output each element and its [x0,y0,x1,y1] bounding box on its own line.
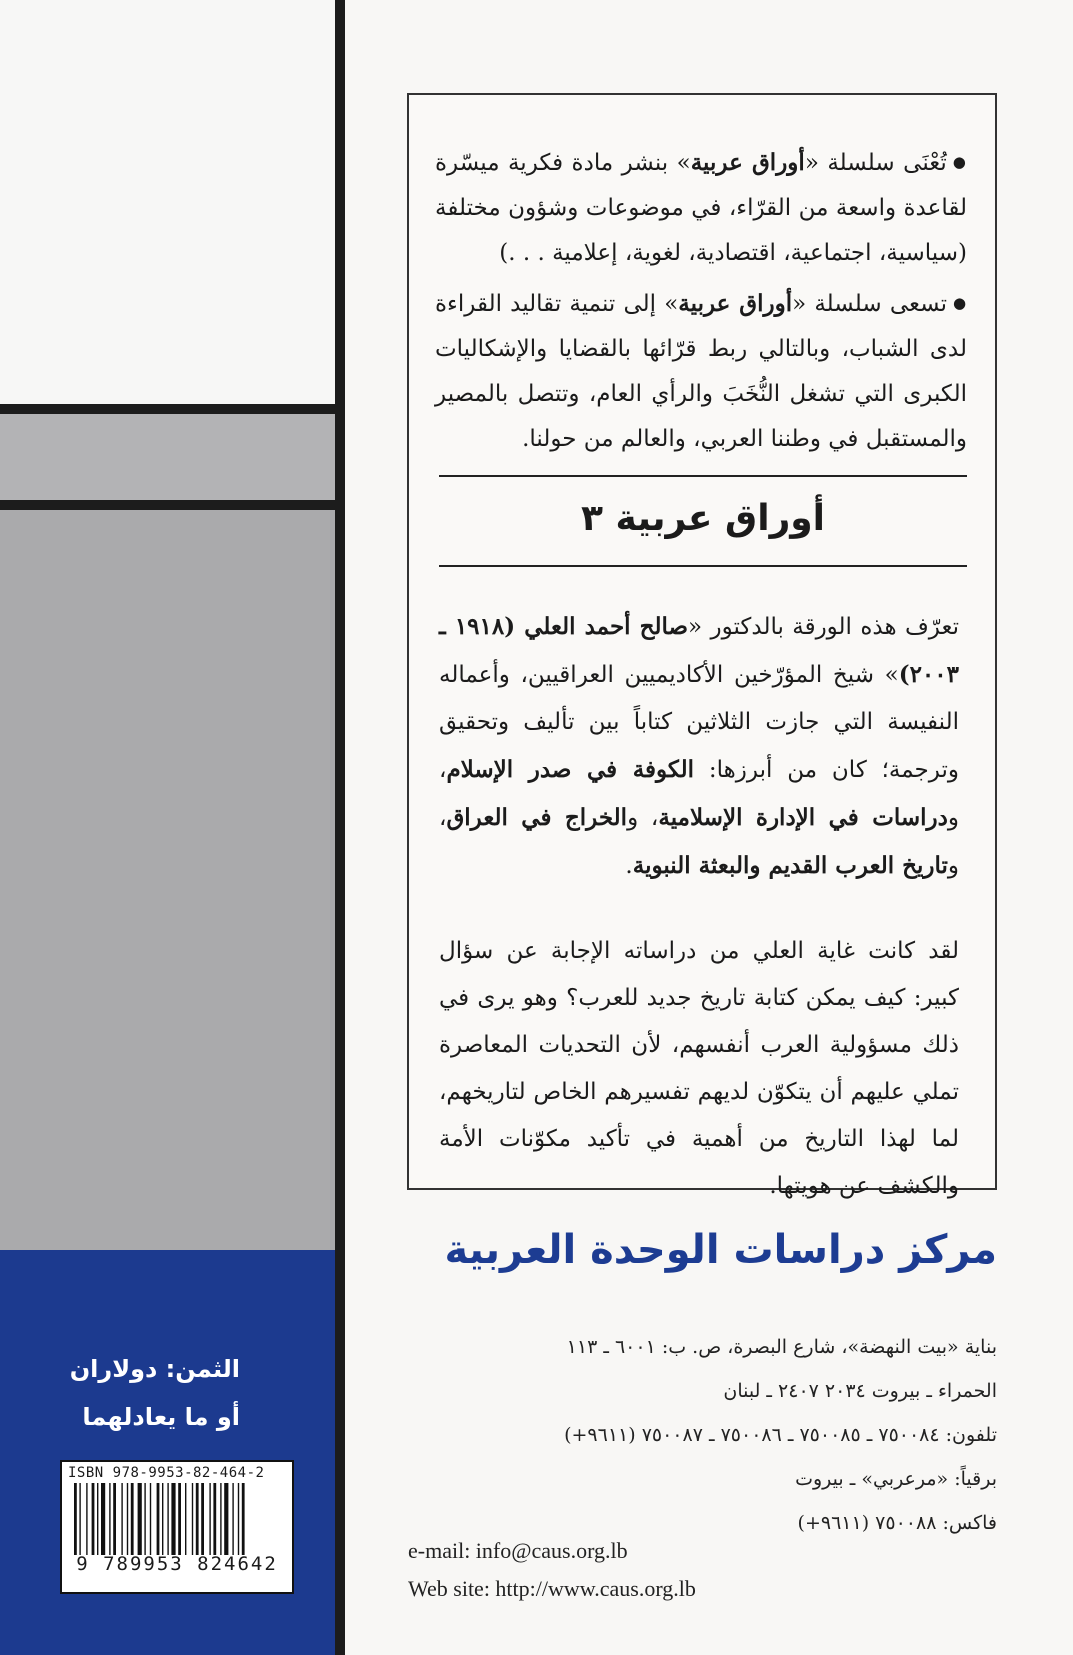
book-spine [0,0,345,1655]
isbn-barcode [60,1460,294,1594]
series-name-1: أوراق عربية [690,149,805,176]
price-equivalent: أو ما يعادلهما [82,1403,240,1431]
barcode-bar [213,1483,216,1555]
cable-line: برقياً: «مرعربي» ـ بيروت [795,1468,997,1490]
barcode-bar [162,1483,163,1555]
price-line: الثمن: دولاران [69,1355,240,1383]
spine-gray-band [0,414,335,500]
intro-paragraph-2: ● تسعى سلسلة «أوراق عربية» إلى تنمية تقاليد القراءة لدى الشباب، وبالتالي ربط قرّائها بالقضايا والإشكاليات الكبرى التي تشغل النُّخَبَ والرأي العام، وتتصل بالمصير والمستقبل في وطننا العربي، والعالم من حولنا. [435,281,967,462]
barcode-bar [238,1483,239,1555]
barcode-bar [192,1483,193,1555]
description-box [407,93,997,1199]
barcode-bar [79,1483,80,1555]
barcode-bar [242,1483,245,1555]
barcode-bar [138,1483,142,1555]
barcode-digits: 9 789953 824642 [76,1553,278,1575]
series-title-frame [439,475,967,567]
address-line-1: بناية «بيت النهضة»، شارع البصرة، ص. ب: ٦٠٠١ ـ ١١٣ [566,1336,997,1358]
barcode-bar [167,1483,168,1555]
barcode-bars [70,1483,284,1555]
series-title: أوراق عربية ٣ [580,498,826,539]
barcode-bar [201,1483,204,1555]
publisher-contact [408,1532,908,1608]
barcode-bar [109,1483,110,1555]
barcode-bar [74,1483,77,1555]
barcode-bar [150,1483,151,1555]
barcode-bar [101,1483,105,1555]
email-line: e-mail: info@caus.org.lb [408,1538,628,1563]
work-title-4: تاريخ العرب القديم والبعثة النبوية [632,852,948,879]
barcode-bar [144,1483,145,1555]
work-title-3: الخراج في العراق [446,804,628,831]
barcode-bar [121,1483,122,1555]
address-line-2: الحمراء ـ بيروت ٢٠٣٤ ٢٤٠٧ ـ لبنان [723,1380,997,1402]
spine-blue-panel [0,1250,335,1655]
website-line: Web site: http://www.caus.org.lb [408,1576,696,1601]
publisher-address [407,1325,997,1545]
spine-edge-bar [335,0,345,1655]
series-name-2: أوراق عربية [678,290,793,317]
spine-divider-top [0,404,345,414]
barcode-bar [178,1483,181,1555]
summary-paragraph: لقد كانت غاية العلي من دراساته الإجابة عن سؤال كبير: كيف يمكن كتابة تاريخ جديد للعرب؟ وهو يرى في ذلك مسؤولية العرب أنفسهم، لأن التحديات المعاصرة تملي عليهم أن يتكوّن لديهم تفسيرهم الخاص لتاريخهم، لما لهذا التاريخ من أهمية في تأكيد مكوّنات الأمة والكشف عن هويتها. [439,938,959,1199]
barcode-bar [92,1483,95,1555]
price-label [30,1345,240,1441]
barcode-bar [171,1483,175,1555]
barcode-bar [224,1483,228,1555]
about-paragraph: تعرّف هذه الورقة بالدكتور «صالح أحمد العلي (١٩١٨ ـ ٢٠٠٣)» شيخ المؤرّخين الأكاديميين العراقيين، وأعماله النفيسة التي جازت الثلاثين كتاباً بين تأليف وتحقيق وترجمة؛ كان من أبرزها: الكوفة في صدر الإسلام، ودراسات في الإدارة الإسلامية، والخراج في العراق، وتاريخ العرب القديم والبعثة النبوية. [439,613,960,879]
publisher-name: مركز دراسات الوحدة العربية [444,1227,997,1273]
barcode-bar [131,1483,134,1555]
phone-line: تلفون: ٧٥٠٠٨٤ ـ ٧٥٠٠٨٥ ـ ٧٥٠٠٨٦ ـ ٧٥٠٠٨٧ (٩٦١١+) [564,1424,997,1446]
barcode-bar [209,1483,210,1555]
intro-paragraph-1: ● تُعْنَى سلسلة «أوراق عربية» بنشر مادة فكرية ميسّرة لقاعدة واسعة من القرّاء، في موضوعات وشؤون مختلفة (سياسية، اجتماعية، اقتصادية، لغوية، إعلامية . . .) [435,140,967,276]
author-name: صالح أحمد العلي (١٩١٨ ـ ٢٠٠٣) [439,613,959,688]
spine-white-panel [0,0,335,404]
isbn-number: ISBN 978-9953-82-464-2 [68,1465,265,1481]
barcode-bar [86,1483,87,1555]
spine-gray-panel [0,510,335,1250]
work-title-2: دراسات في الإدارة الإسلامية [658,804,948,831]
fax-line: فاكس: ٧٥٠٠٨٨ (٩٦١١+) [797,1512,997,1534]
barcode-bar [113,1483,116,1555]
barcode-bar [157,1483,160,1555]
barcode-bar [185,1483,186,1555]
spine-divider-bottom [0,500,345,510]
barcode-bar [220,1483,221,1555]
work-title-1: الكوفة في صدر الإسلام [446,756,695,783]
barcode-bar [127,1483,128,1555]
barcode-bar [97,1483,98,1555]
barcode-bar [196,1483,199,1555]
barcode-bar [232,1483,233,1555]
